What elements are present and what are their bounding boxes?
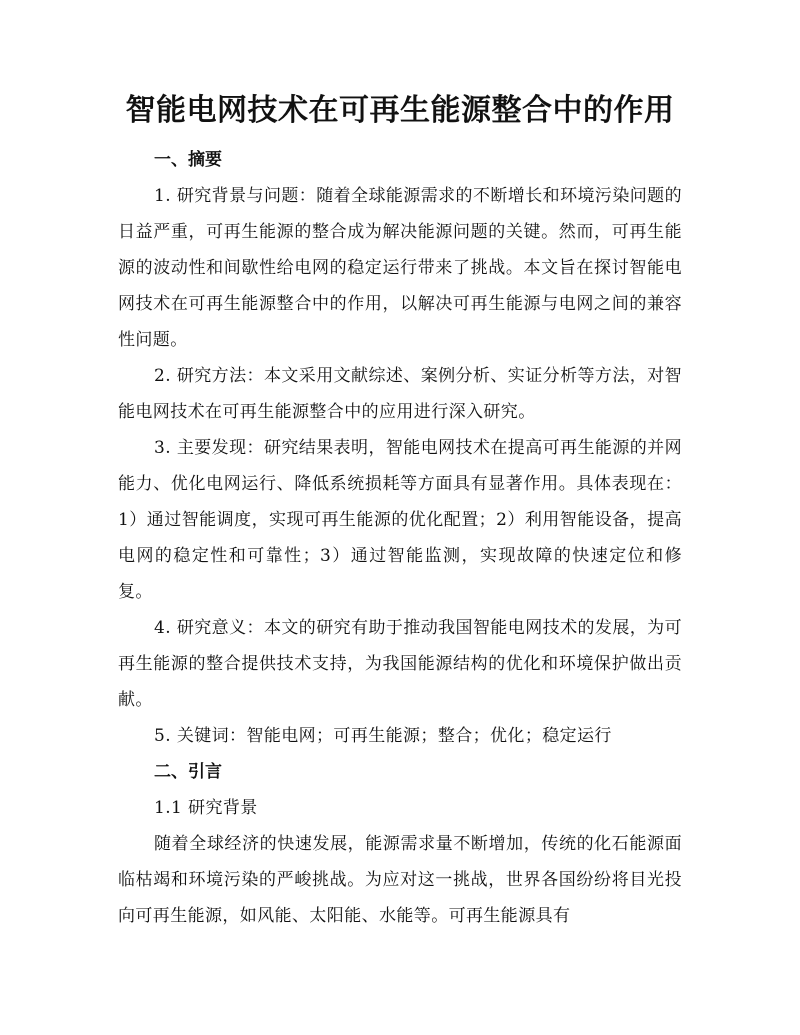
abstract-paragraph-significance: 4. 研究意义：本文的研究有助于推动我国智能电网技术的发展，为可再生能源的整合提供技术支持，为我国能源结构的优化和环境保护做出贡献。 [118,618,682,710]
abstract-paragraph-findings: 3. 主要发现：研究结果表明，智能电网技术在提高可再生能源的并网能力、优化电网运行、降低系统损耗等方面具有显著作用。具体表现在：1）通过智能调度，实现可再生能源的优化配置；2）利用智能设备，提高电网的稳定性和可靠性；3）通过智能监测，实现故障的快速定位和修复。 [118,438,682,602]
abstract-paragraph-keywords: 5. 关键词：智能电网；可再生能源；整合；优化；稳定运行 [154,726,612,746]
document-title: 智能电网技术在可再生能源整合中的作用 [125,93,675,128]
section-heading-introduction: 二、引言 [154,762,222,782]
abstract-paragraph-background: 1. 研究背景与问题：随着全球能源需求的不断增长和环境污染问题的日益严重，可再生能源的整合成为解决能源问题的关键。然而，可再生能源的波动性和间歇性给电网的稳定运行带来了挑战。本文旨在探讨智能电网技术在可再生能源整合中的作用，以解决可再生能源与电网之间的兼容性问题。 [118,186,682,350]
subsection-heading-background: 1.1 研究背景 [154,798,258,818]
section-heading-abstract: 一、摘要 [154,150,222,170]
abstract-paragraph-methods: 2. 研究方法：本文采用文献综述、案例分析、实证分析等方法，对智能电网技术在可再生能源整合中的应用进行深入研究。 [118,366,682,422]
introduction-paragraph: 随着全球经济的快速发展，能源需求量不断增加，传统的化石能源面临枯竭和环境污染的严峻挑战。为应对这一挑战，世界各国纷纷将目光投向可再生能源，如风能、太阳能、水能等。可再生能源具有 [118,834,682,926]
